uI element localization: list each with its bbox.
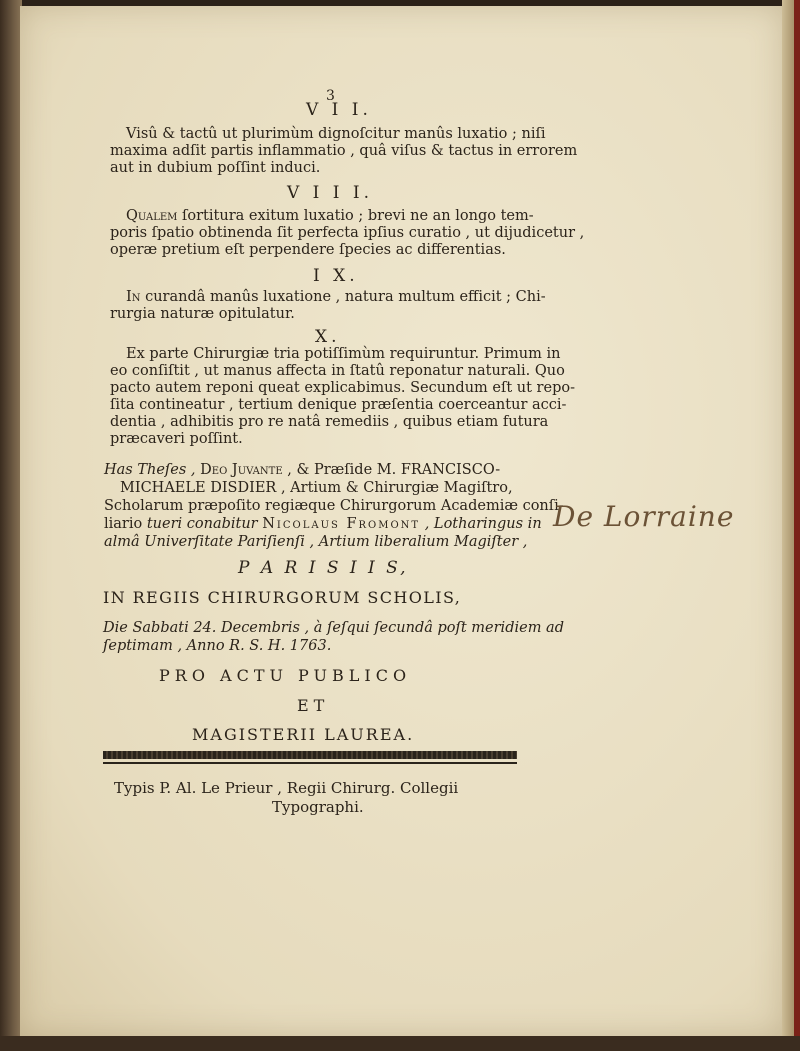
text-line: Visû & tactû ut plurimùm dignoſcitur manûs luxatio ; niſi (126, 126, 546, 142)
text-span: tueri conabitur (142, 516, 263, 532)
act-line-3: MAGISTERII LAUREA. (192, 725, 415, 744)
act-line-2: ET (297, 696, 330, 715)
author-name: Nicolaus Fromont (262, 516, 421, 532)
handwritten-note: De Lorraine (553, 500, 735, 533)
dedication-line-1 (104, 462, 500, 478)
ornamental-rule (103, 751, 517, 759)
section-heading-vii: V I I. (306, 100, 372, 120)
text-line: dentia , adhibitis pro re natâ remediis , quibus etiam futura (110, 414, 549, 430)
text-line: ſita contineatur , tertium denique præſentia coerceantur acci- (110, 397, 567, 413)
text-line: eo conſiſtit , ut manus affecta in ſtatû reponatur naturali. Quo (110, 363, 565, 379)
lead-word: Qualem (126, 208, 178, 224)
page-number: 3 (326, 88, 335, 104)
text-line: maxima adſit partis inflammatio , quâ viſus & tactus in errorem (110, 143, 578, 159)
text-line (126, 289, 546, 305)
section-heading-ix: I X. (313, 266, 359, 286)
text-line: Ex parte Chirurgiæ tria potiſſimùm requiruntur. Primum in (126, 346, 561, 362)
city: P A R I S I I S, (238, 558, 409, 578)
text-line: operæ pretium eſt perpendere ſpecies ac differentias. (110, 242, 506, 258)
dedication-line-5: almâ Univerſitate Pariſienſi , Artium liberalium Magiſter , (104, 534, 528, 550)
act-line-1: PRO ACTU PUBLICO (159, 666, 412, 685)
cover-edge (794, 0, 800, 1051)
dedication-line-2: MICHAELE DISDIER , Artium & Chirurgiæ Magiſtro, (120, 480, 513, 496)
text-span: Has Theſes , (104, 462, 196, 478)
lead-word: In (126, 289, 141, 305)
divider-rule (103, 762, 517, 764)
section-heading-viii: V I I I. (287, 183, 374, 203)
date-line-1: Die Sabbati 24. Decembris , à ſeſqui ſecundâ poſt meridiem ad (103, 620, 564, 636)
text-span: Deo Juvante (200, 462, 283, 478)
text-line: rurgia naturæ opitulatur. (110, 306, 295, 322)
book-binding (0, 0, 22, 1051)
page-edge (782, 0, 794, 1051)
text-span: , Lotharingus in (420, 516, 542, 532)
date-line-2: ſeptimam , Anno R. S. H. 1763. (103, 638, 332, 654)
place: IN REGIIS CHIRURGORUM SCHOLIS, (103, 588, 462, 607)
text-line: poris ſpatio obtinenda ſit perfecta ipſius curatio , ut dijudicetur , (110, 225, 585, 241)
text-line (126, 208, 534, 224)
dedication-line-4 (104, 516, 542, 532)
text-span: curandâ manûs luxatione , natura multum efficit ; Chi- (140, 289, 546, 305)
text-span: liario (104, 516, 143, 532)
text-span: ſortitura exitum luxatio ; brevi ne an longo tem- (177, 208, 534, 224)
printer-line-2: Typographi. (272, 798, 364, 816)
text-line: pacto autem reponi queat explicabimus. Secundum eſt ut repo- (110, 380, 575, 396)
text-line: aut in dubium poſſint induci. (110, 160, 321, 176)
printer-line-1: Typis P. Al. Le Prieur , Regii Chirurg. Collegii (114, 779, 459, 797)
dedication-line-3: Scholarum præpoſito regiæque Chirurgorum Academiæ conſi- (104, 498, 564, 514)
bottom-binding (0, 1036, 800, 1051)
text-line: præcaveri poſſint. (110, 431, 243, 447)
section-heading-x: X. (315, 327, 341, 347)
text-span: , & Præſide M. FRANCISCO- (282, 462, 501, 478)
